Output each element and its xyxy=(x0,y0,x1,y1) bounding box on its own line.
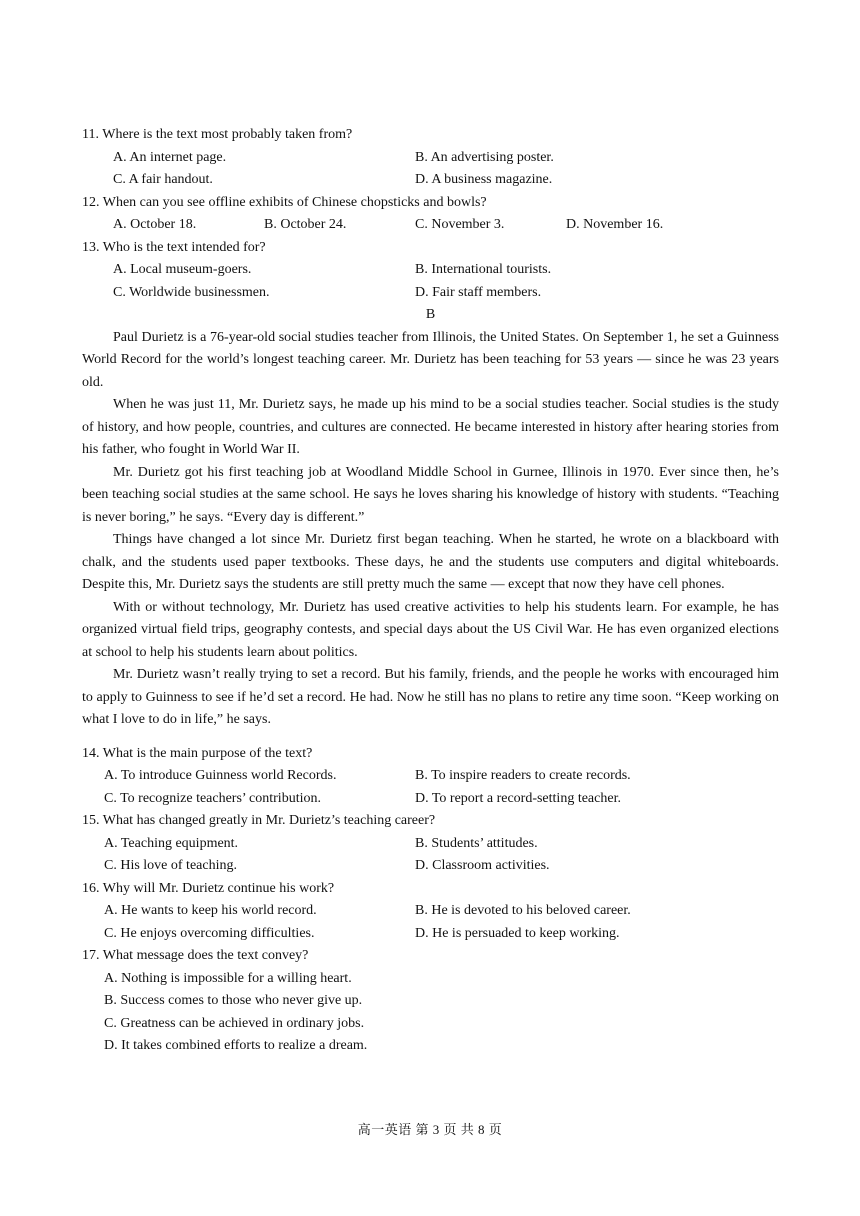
option-c: C. November 3. xyxy=(415,217,505,232)
option-b: B. Students’ attitudes. xyxy=(415,835,538,851)
section-b-title: B xyxy=(425,307,436,322)
option-d: D. He is persuaded to keep working. xyxy=(415,925,620,941)
question-15-options xyxy=(82,833,779,878)
option-a: A. He wants to keep his world record. xyxy=(104,903,317,918)
option-a: A. Teaching equipment. xyxy=(104,835,239,851)
option-d: D. Fair staff members. xyxy=(415,284,542,300)
page-footer: 高一英语 第 3 页 共 8 页 xyxy=(357,1122,503,1137)
option-a: A. Local museum-goers. xyxy=(113,262,252,277)
passage-paragraph: Paul Durietz is a 76-year-old social studies teacher from Illinois, the United States. On September 1, he set a Guinness World Record for the world’s longest teaching career. Mr. Durietz has been teaching for 53 years — since he was 23 years old. xyxy=(82,329,779,390)
option-b: B. To inspire readers to create records. xyxy=(415,768,631,783)
option-b: B. An advertising poster. xyxy=(415,149,554,165)
question-13-stem: 13. Who is the text intended for? xyxy=(82,239,266,255)
question-17-options xyxy=(82,968,779,1058)
question-14-stem: 14. What is the main purpose of the text? xyxy=(82,745,313,761)
option-b: B. Success comes to those who never give up. xyxy=(104,993,363,1008)
question-11-options xyxy=(82,147,779,192)
passage-paragraph: With or without technology, Mr. Durietz has used creative activities to help his students learn. For example, he has organized virtual field trips, geography contests, and special days about the US Civil War. He has even organized elections at school to help his students learn about politics. xyxy=(82,599,779,660)
passage-paragraph: Mr. Durietz wasn’t really trying to set a record. But his family, friends, and the people he works with encouraged him to apply to Guinness to see if he’d set a record. He had. Now he still has no plans to retire any time soon. “Keep working on what I love to do in life,” he says. xyxy=(82,667,779,727)
option-c: C. A fair handout. xyxy=(113,172,213,187)
passage-paragraph: When he was just 11, Mr. Durietz says, he made up his mind to be a social studies teacher. Social studies is the study of history, and how people, countries, and cultures are connected. He became interested in history after hearing stories from his father, who fought in World War II. xyxy=(82,397,779,457)
exam-page xyxy=(82,124,779,1058)
option-a: A. October 18. xyxy=(113,217,197,232)
question-16-options xyxy=(82,900,779,945)
option-b: B. October 24. xyxy=(264,217,347,232)
spacer xyxy=(82,732,779,743)
option-d: D. A business magazine. xyxy=(415,172,553,187)
option-c: C. To recognize teachers’ contribution. xyxy=(104,790,321,806)
option-d: D. It takes combined efforts to realize a dream. xyxy=(104,1038,368,1053)
question-12-stem: 12. When can you see offline exhibits of Chinese chopsticks and bowls? xyxy=(82,194,487,210)
question-14-options xyxy=(82,765,779,810)
option-a: A. An internet page. xyxy=(113,149,227,165)
option-d: D. November 16. xyxy=(566,217,664,232)
question-16-stem: 16. Why will Mr. Durietz continue his work? xyxy=(82,880,335,896)
option-c: C. He enjoys overcoming difficulties. xyxy=(104,925,315,941)
option-d: D. To report a record-setting teacher. xyxy=(415,790,621,806)
question-12-options xyxy=(82,214,779,237)
question-11-stem: 11. Where is the text most probably taken from? xyxy=(82,127,353,142)
option-b: B. International tourists. xyxy=(415,262,552,277)
question-15-stem: 15. What has changed greatly in Mr. Durietz’s teaching career? xyxy=(82,813,436,828)
option-c: C. His love of teaching. xyxy=(104,858,237,873)
option-c: C. Worldwide businessmen. xyxy=(113,284,270,300)
option-c: C. Greatness can be achieved in ordinary jobs. xyxy=(104,1015,365,1031)
option-b: B. He is devoted to his beloved career. xyxy=(415,903,631,918)
passage-paragraph: Things have changed a lot since Mr. Durietz first began teaching. When he started, he wrote on a blackboard with chalk, and the students used paper textbooks. These days, he and the students use computers and digital whiteboards. Despite this, Mr. Durietz says the students are still pretty much the same — except that now they have cell phones. xyxy=(82,532,779,592)
option-a: A. To introduce Guinness world Records. xyxy=(104,768,337,783)
option-a: A. Nothing is impossible for a willing heart. xyxy=(104,970,352,986)
option-d: D. Classroom activities. xyxy=(415,858,550,873)
question-17-stem: 17. What message does the text convey? xyxy=(82,948,309,963)
passage-paragraph: Mr. Durietz got his first teaching job at Woodland Middle School in Gurnee, Illinois in 1970. Ever since then, he’s been teaching social studies at the same school. He says he loves sharing his knowledge of history with students. “Teaching is never boring,” he says. “Every day is different.” xyxy=(82,464,779,525)
question-13-options xyxy=(82,259,779,304)
